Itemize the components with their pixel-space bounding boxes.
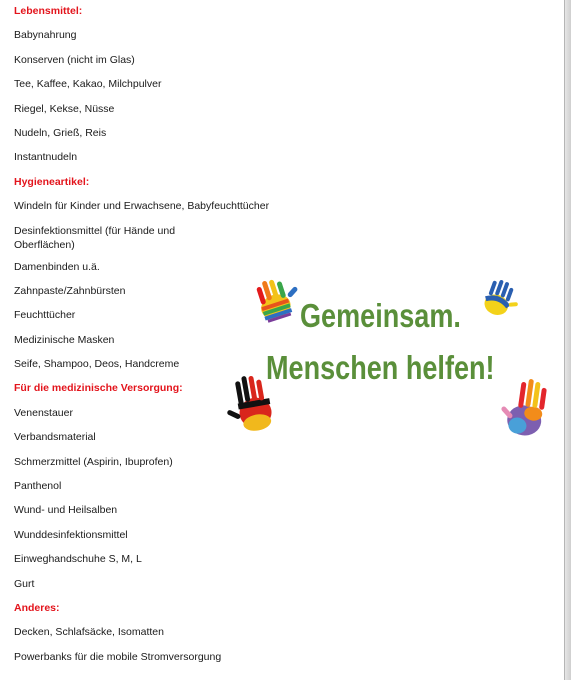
slogan-line-gemeinsam: Gemeinsam. xyxy=(300,297,461,334)
list-item: Panthenol xyxy=(14,480,62,493)
list-item: Decken, Schlafsäcke, Isomatten xyxy=(14,626,164,639)
list-item: Wund- und Heilsalben xyxy=(14,504,118,517)
list-item: Verbandsmaterial xyxy=(14,431,96,444)
multicolor-hand-icon xyxy=(498,375,560,441)
list-item: Gurt xyxy=(14,577,35,590)
list-item: Instantnudeln xyxy=(14,151,78,164)
list-item: Windeln für Kinder und Erwachsene, Babyfeuchttücher xyxy=(14,200,270,213)
list-item: Konserven (nicht im Glas) xyxy=(14,53,135,66)
list-item: Wunddesinfektionsmittel xyxy=(14,528,128,541)
list-item: Powerbanks für die mobile Stromversorgung xyxy=(14,650,222,663)
list-item: Damenbinden u.ä. xyxy=(14,260,100,273)
rainbow-hand-icon xyxy=(244,275,304,327)
slogan-line-menschen-helfen: Menschen helfen! xyxy=(266,349,495,386)
list-item: Venenstauer xyxy=(14,406,73,419)
page-shadow xyxy=(565,0,571,680)
list-item: Nudeln, Grieß, Reis xyxy=(14,126,107,139)
list-item: Babynahrung xyxy=(14,29,77,42)
list-item: Zahnpaste/Zahnbürsten xyxy=(14,284,126,297)
list-item: Riegel, Kekse, Nüsse xyxy=(14,102,115,115)
section-heading-hygieneartikel: Hygieneartikel: xyxy=(14,175,90,188)
list-item: Schmerzmittel (Aspirin, Ibuprofen) xyxy=(14,455,173,468)
list-item: Desinfektionsmittel (für Hände und Oberflächen) xyxy=(14,224,176,251)
section-heading-medizinische-versorgung: Für die medizinische Versorgung: xyxy=(14,382,183,395)
slogan-graphic xyxy=(230,275,560,445)
section-heading-lebensmittel: Lebensmittel: xyxy=(14,5,83,17)
list-item: Einweghandschuhe S, M, L xyxy=(14,553,142,566)
list-item: Feuchttücher xyxy=(14,309,76,322)
list-item: Seife, Shampoo, Deos, Handcreme xyxy=(14,358,180,371)
list-item: Medizinische Masken xyxy=(14,333,115,346)
blue-yellow-hand-icon xyxy=(476,277,520,323)
list-item: Tee, Kaffee, Kakao, Milchpulver xyxy=(14,78,162,91)
section-heading-anderes: Anderes: xyxy=(14,601,60,614)
